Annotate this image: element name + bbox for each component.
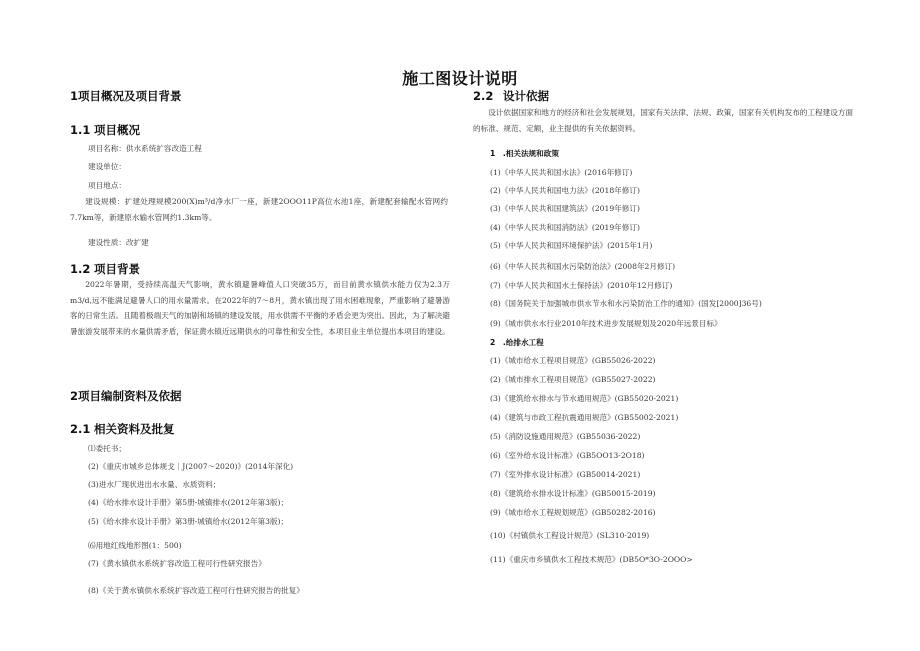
section-title: 项目背景: [94, 262, 140, 276]
code-item: (5)《消防设施通用规范》(GB55036-2022): [490, 432, 641, 441]
build-unit: 建设单位：: [88, 162, 126, 171]
reference-item: (4)《给水排水设计手册》第5册-城镇排水(2012年第3版)；: [88, 498, 289, 507]
code-item: (4)《建筑与市政工程抗震通用规范》(GB55002-2021): [490, 413, 679, 422]
reference-item: (3)进水厂现状进出水水量、水质资料；: [88, 480, 221, 489]
code-item: (7)《室外排水设计标准》(GB50014-2021): [490, 470, 641, 479]
law-item: (5)《中华人民共和国环境保护法》(2015年1月): [490, 241, 653, 250]
code-item: (10)《村镇供水工程设计规范》(SL310-2019): [490, 531, 650, 540]
project-location: 项目地点：: [88, 181, 126, 190]
law-item: (1)《中华人民共和国水法》(2016年修订): [490, 168, 633, 177]
project-name: 项目名称：供水系统扩容改造工程: [88, 144, 202, 153]
law-item: (3)《中华人民共和国建筑法》(2019年修订): [490, 204, 640, 213]
code-item: (8)《建筑给水排水设计标准》(GB50015-2019): [490, 489, 656, 498]
reference-item: ⑴委托书；: [88, 444, 126, 453]
section-1-heading: 1项目概况及项目背景: [70, 89, 182, 103]
reference-item: (7)《黄水镇供水系统扩容改造工程可行性研究报告》: [88, 559, 266, 568]
law-item: (2)《中华人民共和国电力法》(2018年修订): [490, 186, 640, 195]
reference-item: (2)《重庆市城乡总体规戈｜J(2007～2020)》(2014年深化): [88, 462, 294, 471]
code-item: (3)《建筑给水排水与节水通用规范》(GB55020-2021): [490, 394, 679, 403]
reference-item: ⑹用地红线地形图(1：500): [88, 541, 182, 550]
code-item: (6)《室外给水设计标准》(GB5OO13-2O18): [490, 451, 645, 460]
section-2-2-heading: [473, 88, 549, 104]
law-item: (8)《国务院关于加强城市供水节水和水污染防治工作的通知》(国发[2000]36号): [490, 299, 762, 308]
code-item: (1)《城市给水工程项目规范》(GB55026-2022): [490, 356, 656, 365]
section-2-1-heading: [70, 421, 175, 437]
laws-subheading: 1 .相关法规和政策: [490, 149, 559, 158]
background-paragraph: 2022年暑期，受持续高温天气影响，黄水镇避暑峰值人口突破35万，而目前黄水镇供水能力仅为2.3万m3/d,远不能满足避暑人口的用水量需求。在2022年的7～8月，黄水镇出现了用水困难现象，严重影响了避暑游客的日常生活。且随着极端天气的加剧和场镇的建设发展，用水供需不平衡的矛盾会更为突出。因此，为了解决避暑旅游发展带来的水量供需矛盾，保证黄水镇近远期供水的可靠性和安全性，本项目业主单位提出本项目的建设。: [70, 280, 450, 336]
law-item: (9)《城市供水水行业2010年技术进步发展规划及2020年远景目标》: [490, 319, 722, 328]
code-item: (2)《城市排水工程项目规范》(GB55027-2022): [490, 375, 656, 384]
code-item: (11)《重庆市乡镇供水工程技术规范》(DB5O*3O-2OOO>: [490, 555, 693, 564]
section-number: 1.2: [70, 262, 91, 276]
section-number: 1.1: [70, 123, 91, 137]
section-2-heading: 2项目编制资料及依据: [70, 389, 182, 403]
section-title: 项目概况: [94, 123, 140, 137]
build-nature: 建设性质：改扩建: [88, 238, 149, 247]
section-title: 设计依据: [503, 89, 549, 103]
reference-item: (5)《给水排水设计手册》第3册-城镇给水(2012年第3版)；: [88, 517, 289, 526]
law-item: (4)《中华人民共和国消防法》(2019年修订): [490, 223, 640, 232]
section-1-2-heading: [70, 261, 140, 277]
section-number: 2.1: [70, 422, 91, 436]
section-title: 相关资料及批复: [94, 422, 175, 436]
codes-subheading: 2 .给排水工程: [490, 338, 544, 347]
code-item: (9)《城市给水工程规划规范》(GB50282-2016): [490, 508, 656, 517]
build-scale-paragraph: 建设规模：扩建处理规模200(X)m³/d净水厂一座，新建2OOO11P高位水池1座，新建配套输配水管网约7.7km等，新建原水输水管网约1.3km等。: [70, 197, 448, 222]
law-item: (6)《中华人民共和国水污染防治法》(2008年2月修订): [490, 262, 676, 271]
law-item: (7)《中华人民共和国水土保持法》(2010年12月修订): [490, 281, 673, 290]
section-1-1-heading: [70, 122, 140, 138]
document-title: 施工图设计说明: [402, 69, 518, 88]
section-number: 2.2: [473, 89, 494, 103]
reference-item: (8)《关于黄水镇供水系统扩容改造工程可行性研究报告的批复》: [88, 586, 304, 595]
design-basis-intro: 设计依据国家和地方的经济和社会发展规划，国家有关法律、法规、政策，国家有关机构发布的工程建设方面的标准、规范、定额，业主提供的有关依据资料。: [473, 108, 853, 133]
